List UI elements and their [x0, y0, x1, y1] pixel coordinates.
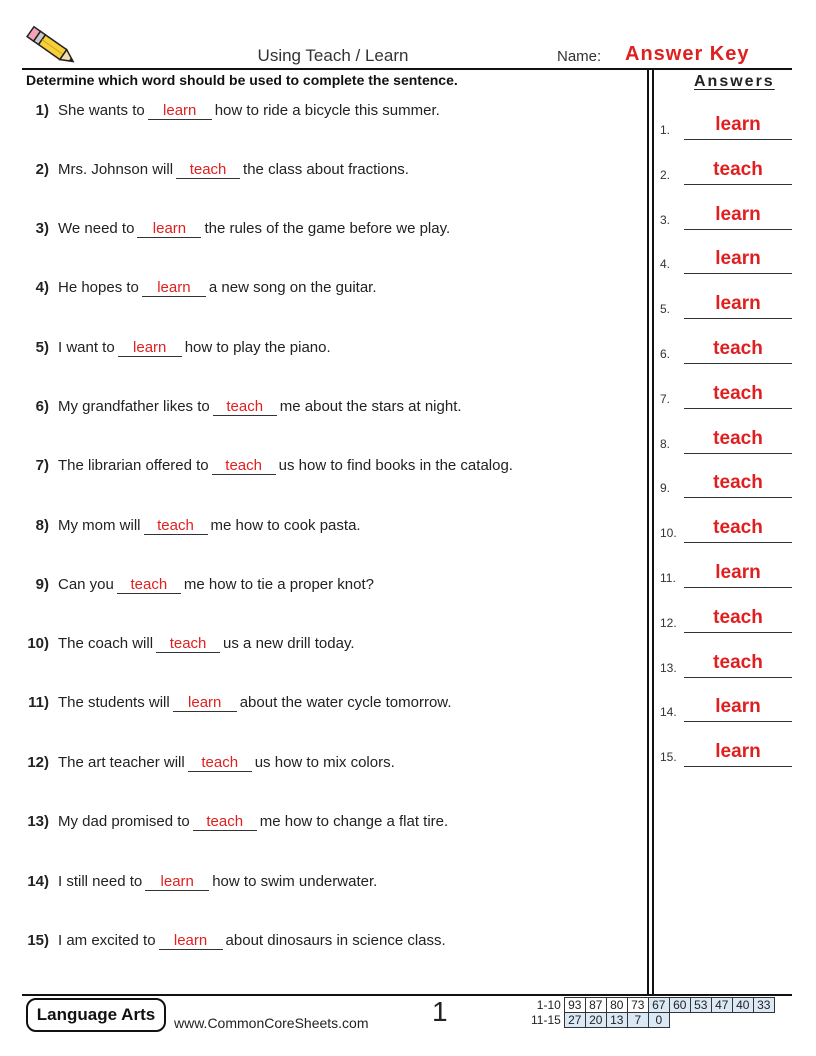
worksheet-title: Using Teach / Learn: [257, 46, 409, 65]
answer-value: teach: [713, 651, 763, 673]
score-cell: 7: [627, 1013, 648, 1028]
answer-blank: learn: [173, 695, 237, 712]
answer-line: [684, 721, 792, 722]
answer-blank: learn: [145, 874, 209, 891]
answer-number: 12.: [660, 615, 677, 630]
page-number: 1: [432, 996, 448, 1027]
answer-row: [660, 289, 792, 319]
answer-line: [684, 363, 792, 364]
answer-row: [660, 692, 792, 722]
answer-line: [684, 587, 792, 588]
question-number: 12): [27, 754, 49, 771]
answer-value: learn: [715, 114, 761, 135]
question-text-after: me how to change a flat tire.: [259, 813, 449, 830]
question-text-after: how to ride a bicycle this summer.: [214, 102, 440, 119]
answer-value: learn: [715, 203, 761, 225]
question-text-after: about the water cycle tomorrow.: [239, 694, 452, 711]
question-text-before: I want to: [58, 339, 115, 356]
question-text-after: a new song on the guitar.: [208, 279, 377, 296]
question-text-before: He hopes to: [58, 279, 139, 296]
question-row: [20, 220, 450, 238]
question-number: 7): [35, 457, 49, 474]
question-row: [20, 161, 409, 179]
score-cell: 0: [648, 1013, 669, 1028]
answer-number: 9.: [660, 481, 671, 496]
question-number: 8): [35, 517, 49, 534]
question-row: [20, 398, 462, 416]
answer-value: learn: [715, 741, 761, 763]
question-row: [20, 635, 355, 653]
score-cell: 33: [753, 998, 774, 1013]
answer-number: 10.: [660, 526, 677, 541]
answer-blank: teach: [176, 162, 240, 179]
footer-divider: [22, 994, 792, 996]
answer-row: [660, 424, 792, 454]
answer-line: [684, 453, 792, 454]
score-cell: 60: [669, 998, 690, 1013]
name-label: Name:: [557, 48, 602, 65]
answer-number: 7.: [660, 391, 671, 406]
question-row: [20, 279, 377, 297]
score-cell: 20: [585, 1013, 606, 1028]
question-text-after: the rules of the game before we play.: [204, 220, 451, 237]
score-cell: 53: [690, 998, 711, 1013]
answer-blank: learn: [142, 280, 206, 297]
answer-key-label: Answer Key: [625, 43, 750, 65]
answer-row: [660, 558, 792, 588]
answer-value: teach: [713, 382, 763, 404]
answer-blank: teach: [144, 518, 208, 535]
score-cell: 13: [606, 1013, 627, 1028]
answer-blank: teach: [117, 577, 181, 594]
question-number: 1): [35, 102, 49, 119]
question-text-before: I still need to: [58, 873, 143, 890]
answer-line: [684, 273, 792, 274]
answer-line: [684, 318, 792, 319]
question-text-before: Mrs. Johnson will: [58, 161, 174, 178]
answer-row: [660, 648, 792, 678]
question-number: 5): [35, 339, 49, 356]
answer-row: [660, 334, 792, 364]
question-row: [20, 517, 361, 535]
question-text-before: The art teacher will: [58, 754, 185, 771]
score-range-label: 1-10: [536, 998, 561, 1012]
answer-row: [660, 200, 792, 230]
answer-blank: teach: [193, 814, 257, 831]
answer-row: [660, 737, 792, 767]
question-text-before: She wants to: [58, 102, 145, 119]
score-cell: 67: [648, 998, 669, 1013]
answer-blank: learn: [137, 221, 201, 238]
answer-value: learn: [715, 248, 761, 270]
answer-blank: learn: [118, 340, 182, 357]
answer-line: [684, 139, 792, 140]
question-text-before: My mom will: [58, 517, 141, 534]
answer-value: teach: [713, 606, 763, 628]
column-divider-right: [652, 68, 654, 994]
question-text-after: us a new drill today.: [223, 635, 355, 652]
score-cell: 93: [564, 998, 585, 1013]
subject-badge: Language Arts: [26, 998, 166, 1032]
question-row: [20, 694, 451, 712]
question-text-before: We need to: [58, 220, 135, 237]
answer-line: [684, 408, 792, 409]
answer-line: [684, 677, 792, 678]
answer-line: [684, 184, 792, 185]
answer-value: teach: [713, 517, 763, 539]
answer-row: [660, 244, 792, 274]
question-text-after: about dinosaurs in science class.: [225, 932, 446, 949]
question-text-after: me about the stars at night.: [279, 398, 462, 415]
answer-blank: teach: [213, 399, 277, 416]
question-row: [20, 873, 377, 891]
column-divider-left: [647, 68, 649, 994]
question-row: [20, 339, 331, 357]
score-row: [528, 1013, 774, 1028]
question-text-after: me how to cook pasta.: [210, 517, 361, 534]
question-text-after: how to play the piano.: [184, 339, 331, 356]
question-row: [20, 457, 513, 475]
question-text-after: how to swim underwater.: [212, 873, 378, 890]
answer-blank: teach: [156, 636, 220, 653]
question-number: 13): [27, 813, 49, 830]
question-text-before: The coach will: [58, 635, 154, 652]
score-cell: 47: [711, 998, 732, 1013]
question-number: 3): [35, 220, 49, 237]
answer-line: [684, 766, 792, 767]
question-number: 14): [27, 873, 49, 890]
question-row: [20, 754, 395, 772]
answer-number: 2.: [660, 167, 671, 182]
score-table: [528, 997, 775, 1028]
question-number: 11): [28, 694, 49, 711]
question-text-after: us how to find books in the catalog.: [278, 457, 513, 474]
question-number: 10): [27, 635, 49, 652]
question-text-after: us how to mix colors.: [254, 754, 395, 771]
answer-row: [660, 513, 792, 543]
score-cell: 80: [606, 998, 627, 1013]
question-row: [20, 932, 446, 950]
answer-line: [684, 542, 792, 543]
answer-number: 15.: [660, 750, 677, 765]
answer-value: teach: [713, 427, 763, 449]
answer-value: teach: [713, 158, 763, 180]
question-text-before: I am excited to: [58, 932, 156, 949]
answer-row: [660, 468, 792, 498]
question-number: 9): [35, 576, 49, 593]
answer-number: 14.: [660, 705, 677, 720]
answer-row: [660, 110, 792, 140]
question-text-before: My dad promised to: [58, 813, 190, 830]
answer-blank: teach: [188, 755, 252, 772]
answer-value: teach: [713, 338, 763, 359]
answer-number: 5.: [660, 302, 671, 317]
question-text-after: the class about fractions.: [243, 161, 409, 178]
answers-heading: Answers: [694, 73, 775, 90]
answer-blank: learn: [159, 933, 223, 950]
question-text-before: Can you: [58, 576, 114, 593]
answer-number: 8.: [660, 436, 671, 451]
score-cell: 27: [564, 1013, 585, 1028]
question-number: 6): [35, 398, 49, 415]
score-range-label: 11-15: [531, 1013, 561, 1027]
answer-row: [660, 603, 792, 633]
question-text-before: The librarian offered to: [58, 457, 209, 474]
answer-line: [684, 632, 792, 633]
answer-row: [660, 155, 792, 185]
answer-blank: teach: [212, 458, 276, 475]
answer-number: 11.: [660, 571, 676, 585]
question-row: [20, 102, 440, 120]
question-number: 4): [35, 279, 49, 296]
question-number: 15): [27, 932, 49, 949]
question-row: [20, 576, 374, 594]
answer-value: teach: [713, 472, 763, 494]
answer-number: 13.: [660, 660, 677, 675]
answer-number: 4.: [660, 257, 671, 272]
answer-line: [684, 497, 792, 498]
question-text-before: The students will: [58, 694, 170, 711]
instructions: Determine which word should be used to complete the sentence.: [26, 72, 458, 88]
score-cell: 87: [585, 998, 606, 1013]
score-cell: 40: [732, 998, 753, 1013]
answer-value: learn: [715, 562, 761, 583]
score-row: [528, 998, 774, 1013]
question-text-after: me how to tie a proper knot?: [183, 576, 374, 593]
question-row: [20, 813, 448, 831]
answer-number: 3.: [660, 212, 671, 227]
answer-blank: learn: [148, 103, 212, 120]
question-text-before: My grandfather likes to: [58, 398, 210, 415]
header-divider: [22, 68, 792, 70]
answer-row: [660, 379, 792, 409]
answer-value: learn: [715, 696, 761, 718]
answer-value: learn: [715, 293, 761, 315]
answer-number: 1.: [660, 123, 671, 137]
answer-line: [684, 229, 792, 230]
question-number: 2): [35, 161, 49, 178]
site-url: www.CommonCoreSheets.com: [174, 1015, 369, 1031]
score-cell: 73: [627, 998, 648, 1013]
answer-number: 6.: [660, 347, 671, 361]
